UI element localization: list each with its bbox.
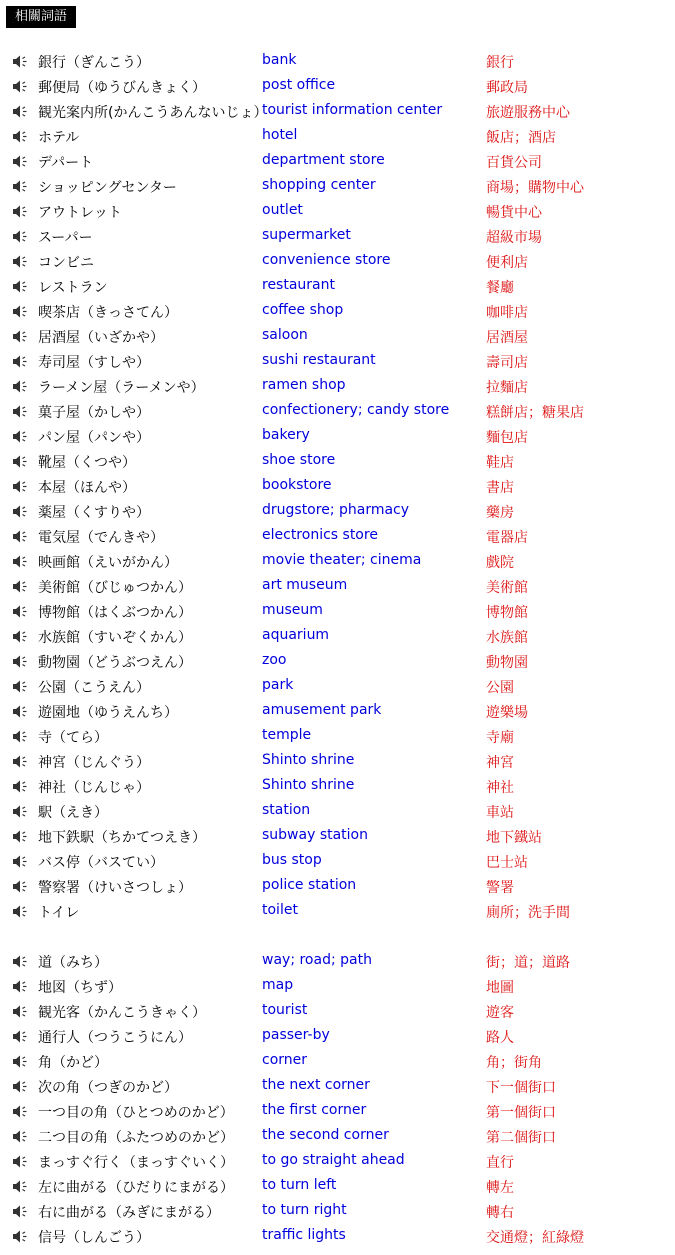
japanese-term: コンビニ bbox=[38, 255, 94, 271]
japanese-term: 警察署（けいさつしょ） bbox=[38, 880, 192, 896]
speaker-icon[interactable] bbox=[12, 579, 30, 594]
japanese-term: 公園（こうえん） bbox=[38, 680, 150, 696]
chinese-meaning: 警署 bbox=[486, 880, 514, 896]
japanese-term: 道（みち） bbox=[38, 955, 108, 971]
japanese-term: 菓子屋（かしや） bbox=[38, 405, 150, 421]
speaker-icon[interactable] bbox=[12, 229, 30, 244]
speaker-icon[interactable] bbox=[12, 154, 30, 169]
english-meaning: to go straight ahead bbox=[262, 1152, 405, 1168]
chinese-meaning: 暢貨中心 bbox=[486, 205, 542, 221]
english-meaning: hotel bbox=[262, 127, 298, 143]
japanese-term: ショッピングセンター bbox=[38, 180, 177, 196]
japanese-term: 信号（しんごう） bbox=[38, 1230, 150, 1246]
japanese-term: 本屋（ほんや） bbox=[38, 480, 136, 496]
english-meaning: temple bbox=[262, 727, 312, 743]
vocab-row bbox=[10, 249, 670, 274]
chinese-meaning: 戲院 bbox=[486, 555, 514, 571]
english-meaning: subway station bbox=[262, 827, 368, 843]
chinese-meaning: 麵包店 bbox=[486, 430, 528, 446]
english-meaning: ramen shop bbox=[262, 377, 346, 393]
vocab-row bbox=[10, 174, 670, 199]
english-meaning: to turn right bbox=[262, 1202, 347, 1218]
speaker-icon[interactable] bbox=[12, 1154, 30, 1169]
speaker-icon[interactable] bbox=[12, 279, 30, 294]
vocab-row bbox=[10, 574, 670, 599]
english-meaning: Shinto shrine bbox=[262, 752, 355, 768]
speaker-icon[interactable] bbox=[12, 254, 30, 269]
speaker-icon[interactable] bbox=[12, 1054, 30, 1069]
english-meaning: shopping center bbox=[262, 177, 376, 193]
chinese-meaning: 拉麵店 bbox=[486, 380, 528, 396]
speaker-icon[interactable] bbox=[12, 629, 30, 644]
vocab-row bbox=[10, 974, 670, 999]
chinese-meaning: 角；街角 bbox=[486, 1055, 542, 1071]
speaker-icon[interactable] bbox=[12, 704, 30, 719]
speaker-icon[interactable] bbox=[12, 454, 30, 469]
chinese-meaning: 地下鐵站 bbox=[486, 830, 542, 846]
vocab-row bbox=[10, 349, 670, 374]
chinese-meaning: 公園 bbox=[486, 680, 514, 696]
speaker-icon[interactable] bbox=[12, 604, 30, 619]
vocab-row bbox=[10, 849, 670, 874]
speaker-icon[interactable] bbox=[12, 1229, 30, 1244]
english-meaning: convenience store bbox=[262, 252, 391, 268]
chinese-meaning: 郵政局 bbox=[486, 80, 528, 96]
english-meaning: amusement park bbox=[262, 702, 382, 718]
speaker-icon[interactable] bbox=[12, 104, 30, 119]
vocab-row bbox=[10, 424, 670, 449]
japanese-term: 神宮（じんぐう） bbox=[38, 755, 150, 771]
chinese-meaning: 書店 bbox=[486, 480, 514, 496]
japanese-term: 遊園地（ゆうえんち） bbox=[38, 705, 178, 721]
japanese-term: 郵便局（ゆうびんきょく） bbox=[38, 80, 206, 96]
speaker-icon[interactable] bbox=[12, 379, 30, 394]
chinese-meaning: 便利店 bbox=[486, 255, 528, 271]
japanese-term: ラーメン屋（ラーメンや） bbox=[38, 380, 205, 396]
vocab-row bbox=[10, 1199, 670, 1224]
chinese-meaning: 第一個街口 bbox=[486, 1105, 556, 1121]
english-meaning: saloon bbox=[262, 327, 308, 343]
english-meaning: department store bbox=[262, 152, 385, 168]
speaker-icon[interactable] bbox=[12, 354, 30, 369]
speaker-icon[interactable] bbox=[12, 804, 30, 819]
chinese-meaning: 餐廳 bbox=[486, 280, 514, 296]
speaker-icon[interactable] bbox=[12, 1204, 30, 1219]
speaker-icon[interactable] bbox=[12, 754, 30, 769]
english-meaning: museum bbox=[262, 602, 323, 618]
speaker-icon[interactable] bbox=[12, 1079, 30, 1094]
chinese-meaning: 水族館 bbox=[486, 630, 528, 646]
english-meaning: movie theater; cinema bbox=[262, 552, 422, 568]
japanese-term: 地図（ちず） bbox=[38, 980, 122, 996]
chinese-meaning: 神宮 bbox=[486, 755, 514, 771]
japanese-term: ホテル bbox=[38, 130, 80, 146]
english-meaning: electronics store bbox=[262, 527, 378, 543]
vocab-row bbox=[10, 474, 670, 499]
chinese-meaning: 超級市場 bbox=[486, 230, 542, 246]
japanese-term: 神社（じんじゃ） bbox=[38, 780, 150, 796]
vocab-row bbox=[10, 1124, 670, 1149]
english-meaning: passer-by bbox=[262, 1027, 330, 1043]
japanese-term: 観光客（かんこうきゃく） bbox=[38, 1005, 206, 1021]
vocab-row bbox=[10, 799, 670, 824]
japanese-term: 二つ目の角（ふたつめのかど） bbox=[38, 1130, 234, 1146]
english-meaning: tourist bbox=[262, 1002, 308, 1018]
speaker-icon[interactable] bbox=[12, 1104, 30, 1119]
english-meaning: coffee shop bbox=[262, 302, 344, 318]
speaker-icon[interactable] bbox=[12, 479, 30, 494]
english-meaning: way; road; path bbox=[262, 952, 372, 968]
japanese-term: 動物園（どうぶつえん） bbox=[38, 655, 192, 671]
speaker-icon[interactable] bbox=[12, 1004, 30, 1019]
speaker-icon[interactable] bbox=[12, 404, 30, 419]
speaker-icon[interactable] bbox=[12, 879, 30, 894]
chinese-meaning: 轉左 bbox=[486, 1180, 514, 1196]
japanese-term: 博物館（はくぶつかん） bbox=[38, 605, 192, 621]
english-meaning: map bbox=[262, 977, 294, 993]
japanese-term: 水族館（すいぞくかん） bbox=[38, 630, 192, 646]
chinese-meaning: 居酒屋 bbox=[486, 330, 528, 346]
english-meaning: drugstore; pharmacy bbox=[262, 502, 410, 518]
chinese-meaning: 糕餅店；糖果店 bbox=[486, 405, 584, 421]
speaker-icon[interactable] bbox=[12, 654, 30, 669]
japanese-term: 一つ目の角（ひとつめのかど） bbox=[38, 1105, 234, 1121]
japanese-term: スーパー bbox=[38, 230, 93, 246]
vocab-row bbox=[10, 674, 670, 699]
chinese-meaning: 咖啡店 bbox=[486, 305, 528, 321]
english-meaning: bank bbox=[262, 52, 297, 68]
speaker-icon[interactable] bbox=[12, 904, 30, 919]
vocab-row bbox=[10, 1099, 670, 1124]
chinese-meaning: 壽司店 bbox=[486, 355, 528, 371]
chinese-meaning: 電器店 bbox=[486, 530, 528, 546]
chinese-meaning: 地圖 bbox=[486, 980, 514, 996]
chinese-meaning: 寺廟 bbox=[486, 730, 514, 746]
japanese-term: 右に曲がる（みぎにまがる） bbox=[38, 1205, 220, 1221]
english-meaning: outlet bbox=[262, 202, 303, 218]
chinese-meaning: 旅遊服務中心 bbox=[486, 105, 570, 121]
japanese-term: 駅（えき） bbox=[38, 805, 108, 821]
vocab-row bbox=[10, 374, 670, 399]
vocab-row bbox=[10, 724, 670, 749]
chinese-meaning: 藥房 bbox=[486, 505, 514, 521]
chinese-meaning: 下一個街口 bbox=[486, 1080, 556, 1096]
speaker-icon[interactable] bbox=[12, 1129, 30, 1144]
vocab-row bbox=[10, 749, 670, 774]
speaker-icon[interactable] bbox=[12, 1179, 30, 1194]
japanese-term: 左に曲がる（ひだりにまがる） bbox=[38, 1180, 234, 1196]
vocab-row bbox=[10, 199, 670, 224]
english-meaning: bookstore bbox=[262, 477, 332, 493]
vocab-row bbox=[10, 449, 670, 474]
japanese-term: 薬屋（くすりや） bbox=[38, 505, 150, 521]
chinese-meaning: 路人 bbox=[486, 1030, 514, 1046]
chinese-meaning: 街；道；道路 bbox=[486, 955, 570, 971]
english-meaning: post office bbox=[262, 77, 336, 93]
vocab-row bbox=[10, 524, 670, 549]
vocab-row bbox=[10, 549, 670, 574]
chinese-meaning: 銀行 bbox=[486, 55, 514, 71]
chinese-meaning: 交通燈；紅綠燈 bbox=[486, 1230, 584, 1246]
vocab-row bbox=[10, 1074, 670, 1099]
chinese-meaning: 神社 bbox=[486, 780, 514, 796]
vocab-row bbox=[10, 1174, 670, 1199]
japanese-term: 寺（てら） bbox=[38, 730, 108, 746]
speaker-icon[interactable] bbox=[12, 954, 30, 969]
english-meaning: the second corner bbox=[262, 1127, 389, 1143]
speaker-icon[interactable] bbox=[12, 304, 30, 319]
english-meaning: traffic lights bbox=[262, 1227, 346, 1243]
speaker-icon[interactable] bbox=[12, 329, 30, 344]
vocab-row bbox=[10, 1049, 670, 1074]
english-meaning: aquarium bbox=[262, 627, 330, 643]
english-meaning: park bbox=[262, 677, 294, 693]
vocab-row bbox=[10, 324, 670, 349]
speaker-icon[interactable] bbox=[12, 1029, 30, 1044]
chinese-meaning: 巴士站 bbox=[486, 855, 528, 871]
japanese-term: 銀行（ぎんこう） bbox=[38, 55, 150, 71]
vocab-row bbox=[10, 599, 670, 624]
chinese-meaning: 第二個街口 bbox=[486, 1130, 556, 1146]
english-meaning: confectionery; candy store bbox=[262, 402, 450, 418]
speaker-icon[interactable] bbox=[12, 854, 30, 869]
chinese-meaning: 飯店；酒店 bbox=[486, 130, 556, 146]
chinese-meaning: 轉右 bbox=[486, 1205, 514, 1221]
chinese-meaning: 鞋店 bbox=[486, 455, 514, 471]
japanese-term: まっすぐ行く（まっすぐいく） bbox=[38, 1155, 234, 1171]
japanese-term: トイレ bbox=[38, 905, 80, 921]
speaker-icon[interactable] bbox=[12, 129, 30, 144]
vocab-row bbox=[10, 999, 670, 1024]
english-meaning: tourist information center bbox=[262, 102, 443, 118]
english-meaning: the next corner bbox=[262, 1077, 370, 1093]
japanese-term: 通行人（つうこうにん） bbox=[38, 1030, 192, 1046]
vocab-row bbox=[10, 1224, 670, 1249]
chinese-meaning: 美術館 bbox=[486, 580, 528, 596]
chinese-meaning: 車站 bbox=[486, 805, 514, 821]
english-meaning: restaurant bbox=[262, 277, 335, 293]
chinese-meaning: 直行 bbox=[486, 1155, 514, 1171]
japanese-term: レストラン bbox=[38, 280, 108, 296]
vocab-row bbox=[10, 649, 670, 674]
speaker-icon[interactable] bbox=[12, 179, 30, 194]
english-meaning: zoo bbox=[262, 652, 287, 668]
speaker-icon[interactable] bbox=[12, 529, 30, 544]
english-meaning: supermarket bbox=[262, 227, 351, 243]
japanese-term: 寿司屋（すしや） bbox=[38, 355, 150, 371]
speaker-icon[interactable] bbox=[12, 979, 30, 994]
vocab-row bbox=[10, 824, 670, 849]
vocab-row bbox=[10, 699, 670, 724]
japanese-term: 靴屋（くつや） bbox=[38, 455, 136, 471]
japanese-term: 観光案内所(かんこうあんないじょ） bbox=[38, 105, 268, 121]
vocab-row bbox=[10, 49, 670, 74]
japanese-term: バス停（バスてい） bbox=[38, 855, 164, 871]
vocab-row bbox=[10, 274, 670, 299]
japanese-term: 美術館（びじゅつかん） bbox=[38, 580, 192, 596]
japanese-term: 角（かど） bbox=[38, 1055, 108, 1071]
japanese-term: 喫茶店（きっさてん） bbox=[38, 305, 178, 321]
speaker-icon[interactable] bbox=[12, 204, 30, 219]
vocab-row bbox=[10, 774, 670, 799]
speaker-icon[interactable] bbox=[12, 829, 30, 844]
japanese-term: 地下鉄駅（ちかてつえき） bbox=[38, 830, 206, 846]
speaker-icon[interactable] bbox=[12, 54, 30, 69]
vocab-row bbox=[10, 499, 670, 524]
speaker-icon[interactable] bbox=[12, 729, 30, 744]
english-meaning: shoe store bbox=[262, 452, 336, 468]
english-meaning: toilet bbox=[262, 902, 298, 918]
english-meaning: sushi restaurant bbox=[262, 352, 376, 368]
vocab-row bbox=[10, 1149, 670, 1174]
english-meaning: police station bbox=[262, 877, 357, 893]
english-meaning: to turn left bbox=[262, 1177, 337, 1193]
english-meaning: corner bbox=[262, 1052, 308, 1068]
vocab-row bbox=[10, 874, 670, 899]
vocab-row bbox=[10, 899, 670, 924]
speaker-icon[interactable] bbox=[12, 79, 30, 94]
english-meaning: bus stop bbox=[262, 852, 322, 868]
english-meaning: the first corner bbox=[262, 1102, 367, 1118]
speaker-icon[interactable] bbox=[12, 679, 30, 694]
vocab-row bbox=[10, 299, 670, 324]
english-meaning: art museum bbox=[262, 577, 348, 593]
japanese-term: 映画館（えいがかん） bbox=[38, 555, 178, 571]
speaker-icon[interactable] bbox=[12, 504, 30, 519]
vocab-row bbox=[10, 149, 670, 174]
english-meaning: Shinto shrine bbox=[262, 777, 355, 793]
vocab-row bbox=[10, 399, 670, 424]
japanese-term: パン屋（パンや） bbox=[38, 430, 150, 446]
speaker-icon[interactable] bbox=[12, 554, 30, 569]
english-meaning: bakery bbox=[262, 427, 310, 443]
chinese-meaning: 商場；購物中心 bbox=[486, 180, 584, 196]
section-title: 相關詞語 bbox=[6, 6, 76, 28]
speaker-icon[interactable] bbox=[12, 779, 30, 794]
vocab-row bbox=[10, 124, 670, 149]
chinese-meaning: 動物園 bbox=[486, 655, 528, 671]
vocab-row bbox=[10, 74, 670, 99]
japanese-term: 居酒屋（いざかや） bbox=[38, 330, 164, 346]
chinese-meaning: 廁所；洗手間 bbox=[486, 905, 570, 921]
vocab-row bbox=[10, 949, 670, 974]
english-meaning: station bbox=[262, 802, 311, 818]
vocab-row bbox=[10, 624, 670, 649]
group-spacer bbox=[10, 924, 670, 949]
vocab-row bbox=[10, 99, 670, 124]
japanese-term: アウトレット bbox=[38, 205, 122, 221]
speaker-icon[interactable] bbox=[12, 429, 30, 444]
chinese-meaning: 遊樂場 bbox=[486, 705, 528, 721]
chinese-meaning: 百貨公司 bbox=[486, 155, 542, 171]
japanese-term: 次の角（つぎのかど） bbox=[38, 1080, 178, 1096]
japanese-term: デパート bbox=[38, 155, 94, 171]
vocab-row bbox=[10, 224, 670, 249]
chinese-meaning: 遊客 bbox=[486, 1005, 514, 1021]
vocabulary-list bbox=[10, 49, 670, 1249]
vocab-row bbox=[10, 1024, 670, 1049]
chinese-meaning: 博物館 bbox=[486, 605, 528, 621]
japanese-term: 電気屋（でんきや） bbox=[38, 530, 164, 546]
